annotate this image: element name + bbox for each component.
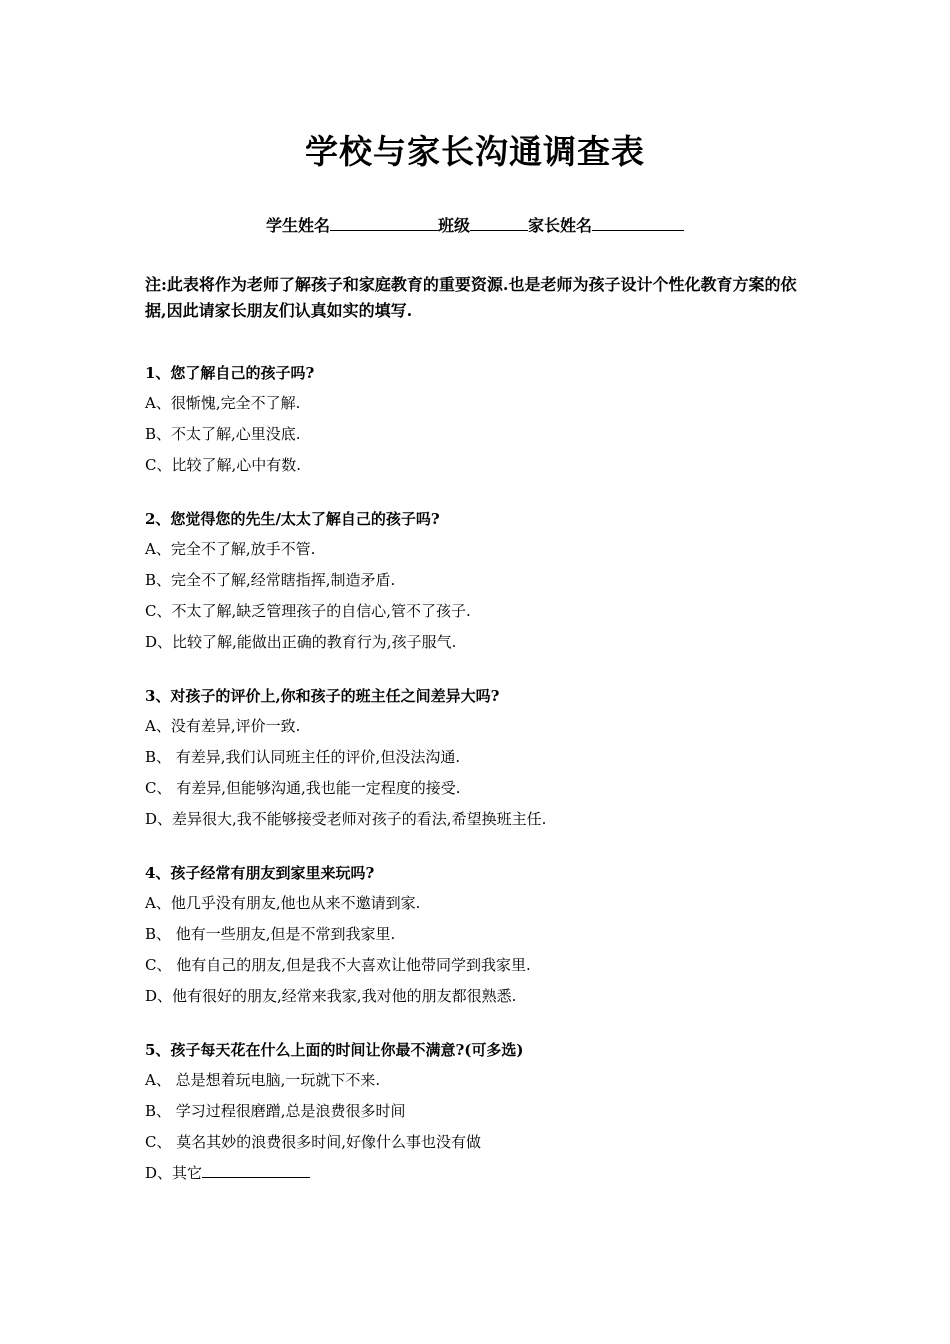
class-label: 班级 (437, 216, 470, 235)
option-c[interactable]: C、 莫名其妙的浪费很多时间,好像什么事也没有做 (145, 1133, 482, 1151)
option-b[interactable]: B、完全不了解,经常瞎指挥,制造矛盾. (145, 571, 396, 589)
question-title: 2、您觉得您的先生/太太了解自己的孩子吗? (145, 510, 440, 528)
option-b[interactable]: B、 他有一些朋友,但是不常到我家里. (145, 925, 396, 943)
info-line (0, 212, 950, 238)
option-c[interactable]: C、 有差异,但能够沟通,我也能一定程度的接受. (145, 779, 461, 797)
student-name-field[interactable] (330, 212, 438, 231)
parent-name-label: 家长姓名 (528, 216, 593, 235)
option-b[interactable]: B、不太了解,心里没底. (145, 425, 301, 443)
option-c[interactable]: C、比较了解,心中有数. (145, 456, 302, 474)
option-c[interactable]: C、 他有自己的朋友,但是我不大喜欢让他带同学到我家里. (145, 956, 531, 974)
instruction-note: 注:此表将作为老师了解孩子和家庭教育的重要资源.也是老师为孩子设计个性化教育方案的依据,因此请家长朋友们认真如实的填写. (145, 275, 797, 320)
option-a[interactable]: A、很惭愧,完全不了解. (145, 394, 301, 412)
question-5 (145, 1035, 815, 1189)
parent-name-field[interactable] (592, 212, 684, 231)
option-b[interactable]: B、 有差异,我们认同班主任的评价,但没法沟通. (145, 748, 461, 766)
option-a[interactable]: A、没有差异,评价一致. (145, 717, 301, 735)
option-d[interactable]: D、差异很大,我不能够接受老师对孩子的看法,希望换班主任. (145, 810, 547, 828)
option-a[interactable]: A、完全不了解,放手不管. (145, 540, 316, 558)
question-4 (145, 858, 815, 1012)
option-c[interactable]: C、不太了解,缺乏管理孩子的自信心,管不了孩子. (145, 602, 471, 620)
question-title: 1、您了解自己的孩子吗? (145, 364, 315, 382)
question-title: 5、孩子每天花在什么上面的时间让你最不满意?(可多选) (145, 1041, 524, 1059)
option-b[interactable]: B、 学习过程很磨蹭,总是浪费很多时间 (145, 1102, 406, 1120)
question-1 (145, 358, 815, 481)
student-name-label: 学生姓名 (265, 216, 330, 235)
option-d[interactable]: D、比较了解,能做出正确的教育行为,孩子服气. (145, 633, 457, 651)
option-a[interactable]: A、他几乎没有朋友,他也从来不邀请到家. (145, 894, 421, 912)
option-a[interactable]: A、 总是想着玩电脑,一玩就下不来. (145, 1071, 381, 1089)
question-list (145, 358, 815, 1212)
question-title: 4、孩子经常有朋友到家里来玩吗? (145, 864, 375, 882)
option-d-label: D、其它 (145, 1164, 203, 1182)
question-2 (145, 504, 815, 658)
option-d[interactable] (145, 1158, 815, 1189)
page-title: 学校与家长沟通调查表 (305, 132, 645, 171)
class-field[interactable] (470, 212, 528, 231)
question-3 (145, 681, 815, 835)
other-field[interactable] (202, 1159, 310, 1178)
question-title: 3、对孩子的评价上,你和孩子的班主任之间差异大吗? (145, 687, 500, 705)
option-d[interactable]: D、他有很好的朋友,经常来我家,我对他的朋友都很熟悉. (145, 987, 517, 1005)
